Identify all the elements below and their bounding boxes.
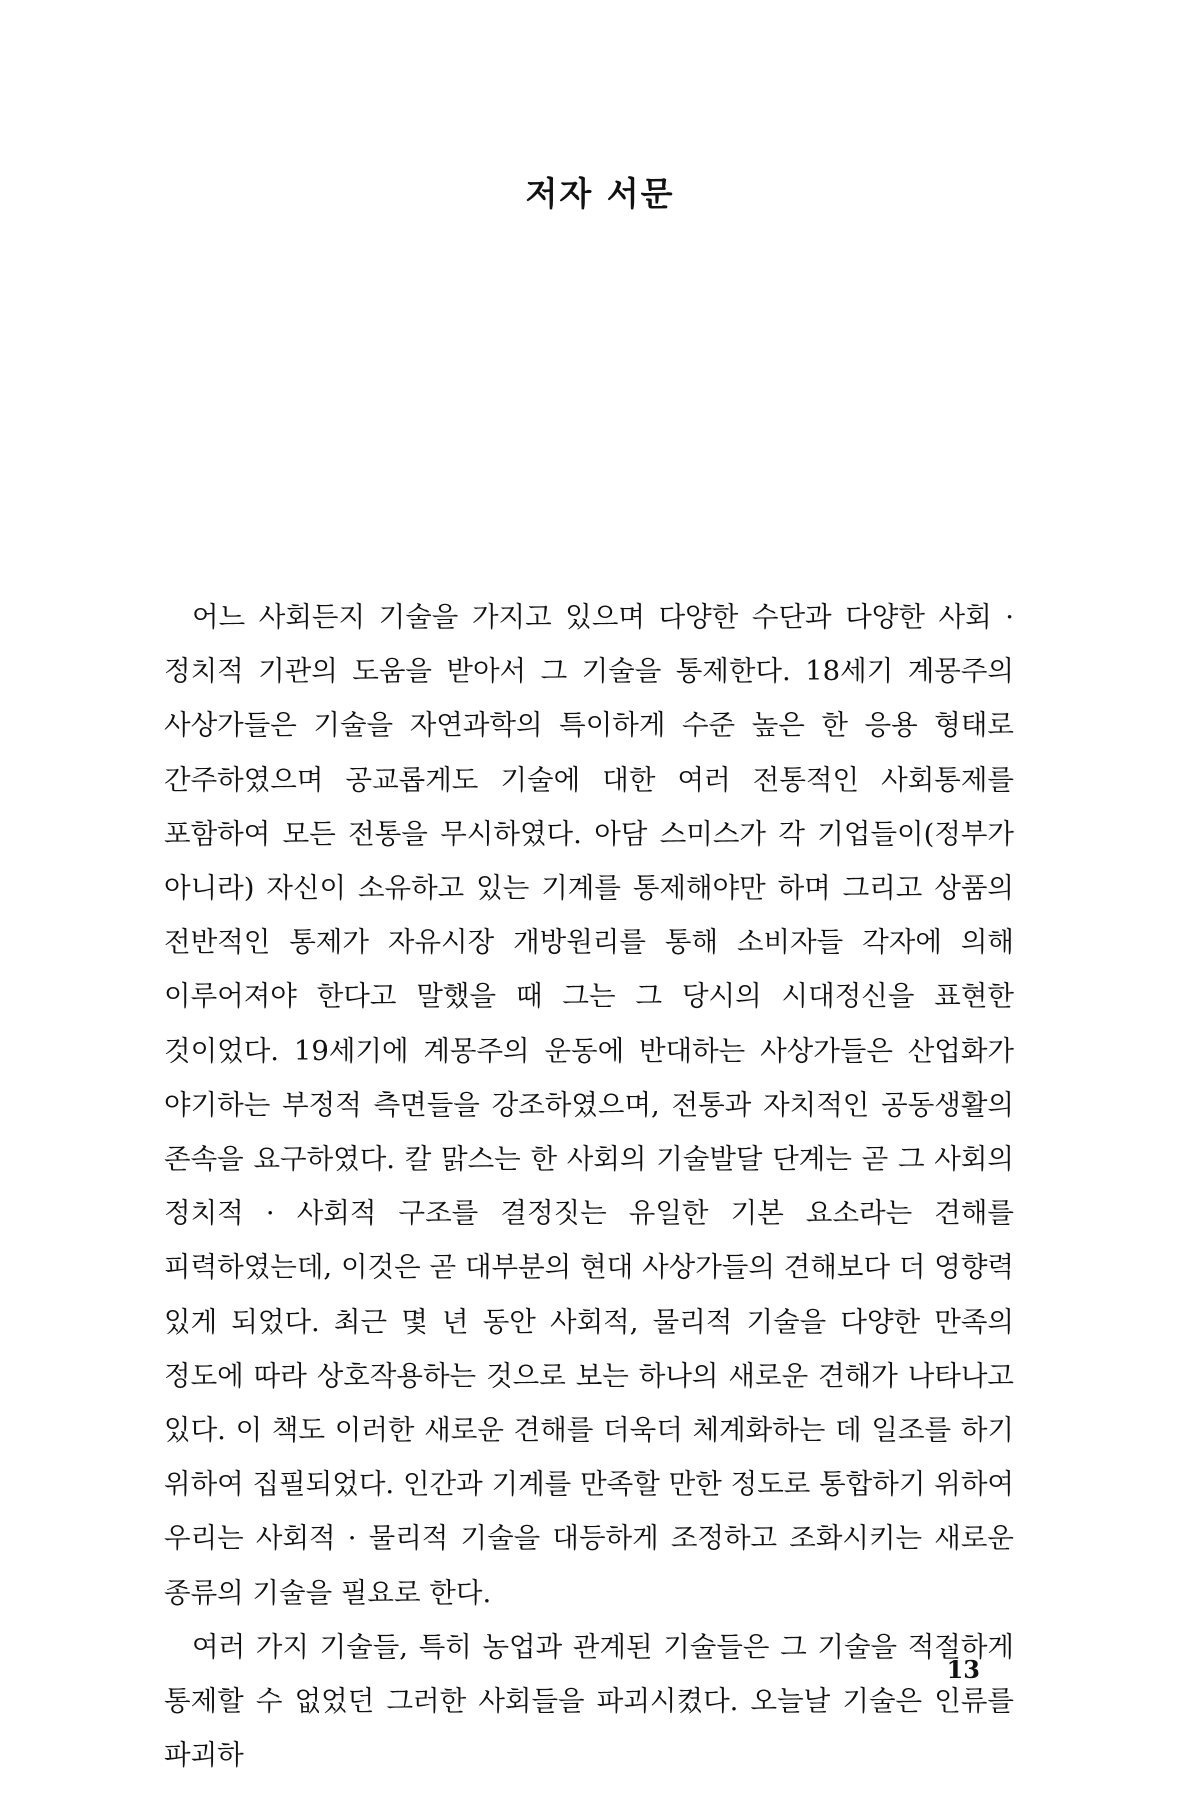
page-number: 13 [946,1655,980,1684]
paragraph-1: 어느 사회든지 기술을 가지고 있으며 다양한 수단과 다양한 사회 · 정치적 기관의 도움을 받아서 그 기술을 통제한다. 18세기 계몽주의 사상가들은 기술을 자연과학의 특이하게 수준 높은 한 응용 형태로 간주하였으며 공교롭게도 기술에 대한 여러 전통적인 사회통제를 포함하여 모든 전통을 무시하였다. 아담 스미스가 각 기업들이(정부가 아니라) 자신이 소유하고 있는 기계를 통제해야만 하며 그리고 상품의 전반적인 통제가 자유시장 개방원리를 통해 소비자들 각자에 의해 이루어져야 한다고 말했을 때 그는 그 당시의 시대정신을 표현한 것이었다. 19세기에 계몽주의 운동에 반대하는 사상가들은 산업화가 야기하는 부정적 측면들을 강조하였으며, 전통과 자치적인 공동생활의 존속을 요구하였다. 칼 맑스는 한 사회의 기술발달 단계는 곧 그 사회의 정치적 · 사회적 구조를 결정짓는 유일한 기본 요소라는 견해를 피력하였는데, 이것은 곧 대부분의 현대 사상가들의 견해보다 더 영향력 있게 되었다. 최근 몇 년 동안 사회적, 물리적 기술을 다양한 만족의 정도에 따라 상호작용하는 것으로 보는 하나의 새로운 견해가 나타나고 있다. 이 책도 이러한 새로운 견해를 더욱더 체계화하는 데 일조를 하기 위하여 집필되었다. 인간과 기계를 만족할 만한 정도로 통합하기 위하여 우리는 사회적 · 물리적 기술을 대등하게 조정하고 조화시키는 새로운 종류의 기술을 필요로 한다. [164,601,1014,1609]
paragraph-2: 여러 가지 기술들, 특히 농업과 관계된 기술들은 그 기술을 적절하게 통제할 수 없었던 그러한 사회들을 파괴시켰다. 오늘날 기술은 인류를 파괴하 [164,1630,1014,1772]
page-title: 저자 서문 [525,174,675,213]
body-text [164,590,1014,1782]
